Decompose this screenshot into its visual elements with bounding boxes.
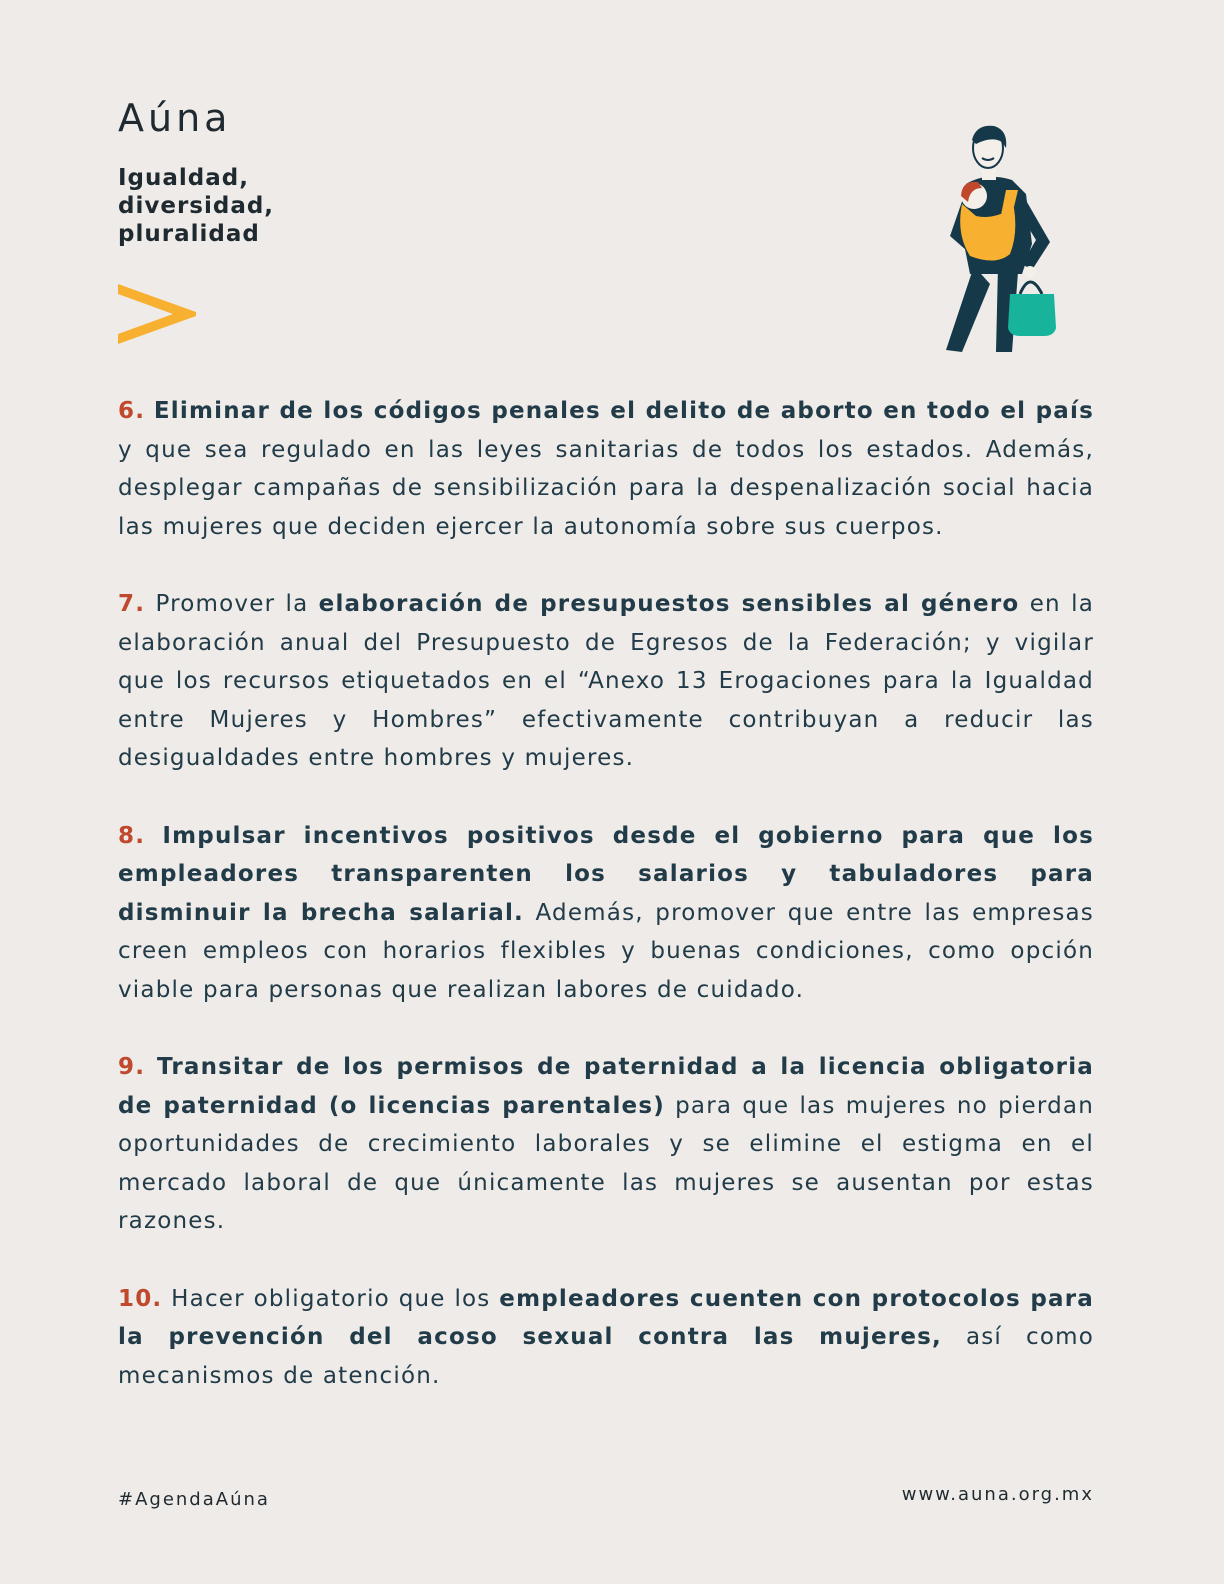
tagline [118, 164, 274, 248]
item-text: y que sea regulado en las leyes sanitarias de todos los estados. Además, desplegar campañas de sensibilización para la despenalización social hacia las mujeres que deciden ejercer la autonomía sobre sus cuerpos. [118, 436, 1094, 540]
item-number: 6. [118, 398, 146, 424]
item-highlight: Impulsar incentivos positivos desde el gobierno para que los empleadores transparenten los salarios y tabuladores para disminuir la brecha salarial. [118, 822, 1094, 926]
brand-logo: Aúna [118, 96, 232, 140]
item-highlight: empleadores cuenten con protocolos para la prevención del acoso sexual contra las mujeres, [118, 1285, 1094, 1351]
father-carrying-baby-illustration [936, 124, 1066, 356]
tagline-line-2: diversidad, [118, 193, 275, 219]
recommendation-item-10 [118, 1280, 1094, 1396]
footer-url[interactable]: www.auna.org.mx [901, 1484, 1094, 1505]
item-highlight: elaboración de presupuestos sensibles al género [318, 590, 1020, 617]
item-highlight: Eliminar de los códigos penales el delito de aborto en todo el país [153, 398, 1094, 424]
recommendations-list [118, 392, 1094, 1434]
recommendation-item-8 [118, 817, 1094, 1010]
item-highlight: Transitar de los permisos de paternidad a la licencia obligatoria de paternidad (o licencias parentales) [118, 1054, 1094, 1119]
tagline-line-1: Igualdad, [118, 165, 249, 191]
chevron-right-icon [118, 284, 198, 344]
tagline-line-3: pluralidad [118, 221, 260, 247]
item-text [145, 1054, 157, 1080]
item-number: 8. [118, 822, 146, 849]
item-text: en la elaboración anual del Presupuesto de Egresos de la Federación; y vigilar que los recursos etiquetados en el “Anexo 13 Erogaciones para la Igualdad entre Mujeres y Hombres” efectivamente contribuyan a reducir las desigualdades entre hombres y mujeres. [118, 590, 1094, 772]
footer-hashtag: #AgendaAúna [118, 1489, 270, 1510]
recommendation-item-6 [118, 392, 1094, 546]
item-text: Además, promover que entre las empresas creen empleos con horarios flexibles y buenas condiciones, como opción viable para personas que realizan labores de cuidado. [118, 899, 1094, 1003]
item-number: 7. [118, 590, 146, 617]
item-text: así como mecanismos de atención. [118, 1324, 1094, 1389]
recommendation-item-9 [118, 1048, 1094, 1241]
item-text: Hacer obligatorio que los [162, 1285, 500, 1312]
item-number: 10. [118, 1285, 163, 1312]
item-text: para que las mujeres no pierdan oportunidades de crecimiento laborales y se elimine el estigma en el mercado laboral de que únicamente las mujeres se ausentan por estas razones. [118, 1092, 1094, 1235]
item-text: Promover la [145, 590, 319, 617]
item-text [145, 823, 162, 849]
item-number: 9. [118, 1054, 146, 1081]
recommendation-item-7 [118, 585, 1094, 778]
